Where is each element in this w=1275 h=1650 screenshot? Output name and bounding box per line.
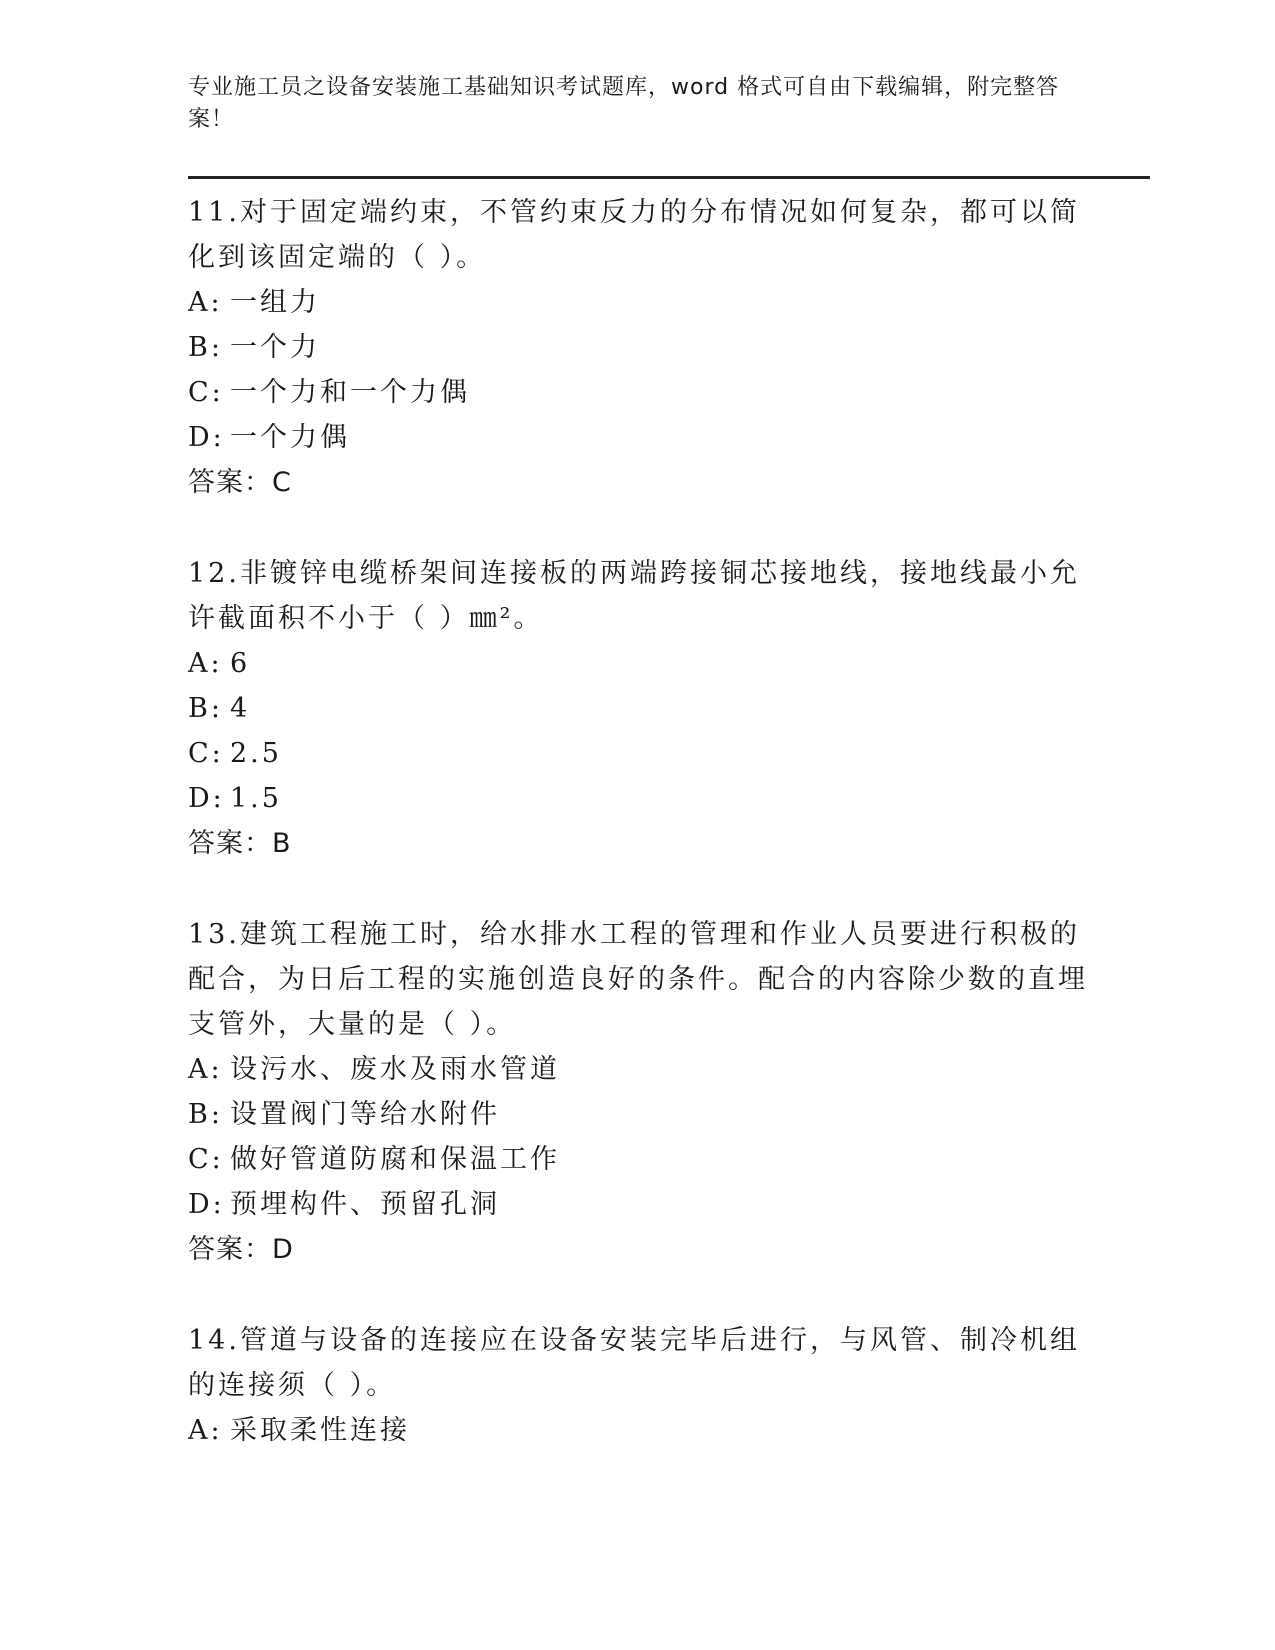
- question-number: 13.: [188, 919, 240, 950]
- option-c: [188, 370, 1088, 415]
- question-list: [188, 190, 1088, 1499]
- question-text: 管道与设备的连接应在设备安装完毕后进行，与风管、制冷机组的连接须（ ）。: [188, 1325, 1080, 1401]
- option-text: 6: [230, 648, 251, 679]
- question-number: 11.: [188, 197, 240, 228]
- option-letter: A:: [188, 648, 223, 679]
- option-b: [188, 686, 1088, 731]
- question-number: 14.: [188, 1325, 240, 1356]
- page-header: 专业施工员之设备安装施工基础知识考试题库，word 格式可自由下载编辑，附完整答案！: [188, 75, 1060, 132]
- option-letter: B:: [188, 693, 223, 724]
- option-c: [188, 731, 1088, 776]
- option-text: 一个力偶: [230, 422, 350, 453]
- answer-line: [188, 821, 1088, 866]
- option-text: 做好管道防腐和保温工作: [230, 1144, 560, 1175]
- option-d: [188, 776, 1088, 821]
- answer-line: [188, 460, 1088, 505]
- answer-label: 答案：: [188, 1234, 272, 1265]
- question-text: 建筑工程施工时，给水排水工程的管理和作业人员要进行积极的配合，为日后工程的实施创造良好的条件。配合的内容除少数的直埋支管外，大量的是（ ）。: [188, 919, 1088, 1040]
- option-a: [188, 280, 1088, 325]
- option-letter: A:: [188, 1054, 223, 1085]
- option-text: 一个力: [230, 332, 320, 363]
- option-letter: D:: [188, 1189, 225, 1220]
- option-letter: A:: [188, 1415, 223, 1446]
- option-letter: D:: [188, 422, 225, 453]
- option-text: 一组力: [230, 287, 320, 318]
- option-b: [188, 325, 1088, 370]
- option-c: [188, 1137, 1088, 1182]
- option-text: 2.5: [230, 738, 282, 769]
- answer-label: 答案：: [188, 467, 272, 498]
- question-13: [188, 912, 1088, 1272]
- question-stem: [188, 912, 1088, 1047]
- option-a: [188, 1047, 1088, 1092]
- header-rule: [188, 176, 1150, 179]
- question-stem: [188, 190, 1088, 280]
- option-d: [188, 1182, 1088, 1227]
- option-a: [188, 1408, 1088, 1453]
- question-text: 非镀锌电缆桥架间连接板的两端跨接铜芯接地线，接地线最小允许截面积不小于（ ）㎜²。: [188, 558, 1080, 634]
- answer-value: C: [272, 467, 292, 498]
- question-text: 对于固定端约束，不管约束反力的分布情况如何复杂，都可以简化到该固定端的（ ）。: [188, 197, 1080, 273]
- option-d: [188, 415, 1088, 460]
- option-text: 1.5: [230, 783, 282, 814]
- answer-value: D: [272, 1234, 294, 1265]
- option-a: [188, 641, 1088, 686]
- question-stem: [188, 1318, 1088, 1408]
- option-letter: B:: [188, 1099, 223, 1130]
- question-14: [188, 1318, 1088, 1453]
- option-letter: D:: [188, 783, 225, 814]
- option-letter: C:: [188, 1144, 224, 1175]
- option-b: [188, 1092, 1088, 1137]
- option-letter: B:: [188, 332, 223, 363]
- option-text: 4: [230, 693, 251, 724]
- option-text: 一个力和一个力偶: [230, 377, 470, 408]
- answer-line: [188, 1227, 1088, 1272]
- option-letter: A:: [188, 287, 223, 318]
- answer-label: 答案：: [188, 828, 272, 859]
- question-11: [188, 190, 1088, 505]
- option-text: 设置阀门等给水附件: [230, 1099, 500, 1130]
- question-12: [188, 551, 1088, 866]
- question-stem: [188, 551, 1088, 641]
- question-number: 12.: [188, 558, 240, 589]
- option-text: 采取柔性连接: [230, 1415, 410, 1446]
- option-letter: C:: [188, 738, 224, 769]
- option-text: 预埋构件、预留孔洞: [230, 1189, 500, 1220]
- option-text: 设污水、废水及雨水管道: [230, 1054, 560, 1085]
- answer-value: B: [272, 828, 292, 859]
- option-letter: C:: [188, 377, 224, 408]
